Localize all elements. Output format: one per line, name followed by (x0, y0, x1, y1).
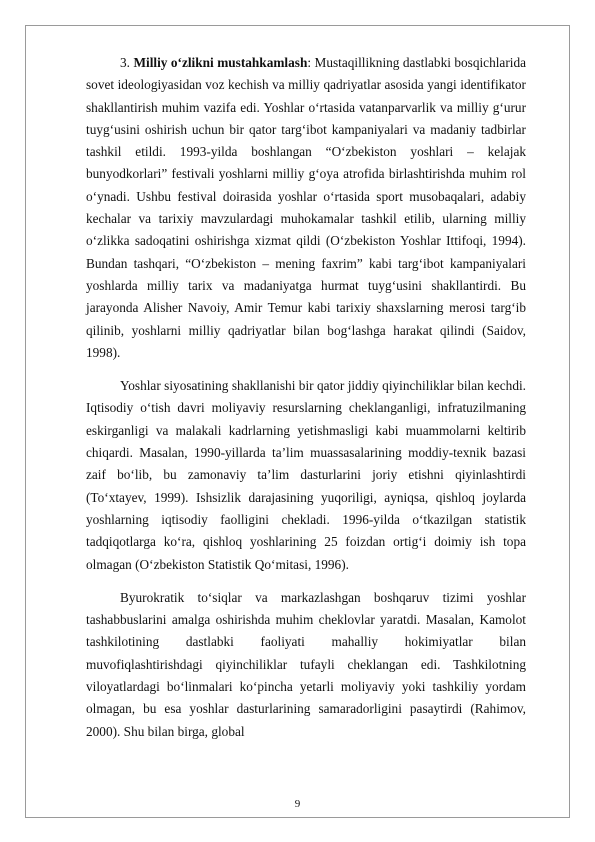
paragraph-milliy-ozlik (86, 52, 526, 364)
paragraph-lead-heading: Milliy o‘zlikni mustahkamlash (133, 55, 308, 70)
document-body (86, 52, 526, 743)
page-number: 9 (294, 798, 301, 810)
paragraph-qiyinchiliklar: Yoshlar siyosatining shakllanishi bir qator jiddiy qiyinchiliklar bilan kechdi. Iqtisodiy o‘tish davri moliyaviy resurslarning cheklanganligi, infratuzilmaning eskirganligi va malakali kadrlarning yetishmasligi kabi muammolarni keltirib chiqardi. Masalan, 1990-yillarda ta’lim muassasalarining moddiy-texnik bazasi zaif bo‘lib, bu zamonaviy ta’lim dasturlarini joriy etishni qiyinlashtirdi (To‘xtayev, 1999). Ishsizlik darajasining yuqoriligi, ayniqsa, qishloq joylarda yoshlarning iqtisodiy faolligini chekladi. 1996-yilda o‘tkazilgan statistik tadqiqotlarga ko‘ra, qishloq yoshlarining 25 foizdan ortig‘i doimiy ish topa olmagan (O‘zbekiston Statistik Qo‘mitasi, 1996). (86, 378, 526, 572)
paragraph-text: : Mustaqillikning dastlabki bosqichlarida sovet ideologiyasidan voz kechish va milliy qadriyatlar asosida yangi identifikator shakllantirish muhim vazifa edi. Yoshlar o‘rtasida vatanparvarlik va milliy g‘urur tuyg‘usini oshirish uchun bir qator targ‘ibot kampaniyalari va madaniy tadbirlar tashkil etildi. 1993-yilda boshlangan “O‘zbekiston yoshlari – kelajak bunyodkorlari” festivali yoshlarni milliy g‘oya atrofida birlashtirishda muhim rol o‘ynadi. Ushbu festival doirasida yoshlar o‘rtasida sport musobaqalari, adabiy kechalar va tarixiy mavzulardagi muhokamalar tashkil etilib, ularning milliy o‘zlikka sadoqatini oshirishga xizmat qildi (O‘zbekiston Yoshlar Ittifoqi, 1994). Bundan tashqari, “O‘zbekiston – mening faxrim” kabi targ‘ibot kampaniyalari yoshlarda milliy tarix va madaniyatga hurmat tuyg‘usini shakllantirdi. Bu jarayonda Alisher Navoiy, Amir Temur kabi tarixiy shaxslarning merosi targ‘ib qilinib, yoshlarni milliy qadriyatlar bilan bog‘lashga harakat qilindi (Saidov, 1998). (86, 55, 526, 360)
paragraph-byurokratik: Byurokratik to‘siqlar va markazlashgan boshqaruv tizimi yoshlar tashabbuslarini amalga oshirishda muhim cheklovlar yaratdi. Masalan, Kamolot tashkilotining dastlabki faoliyati mahalliy hokimiyatlar bilan muvofiqlashtirishdagi qiyinchiliklar tufayli cheklangan edi. Tashkilotning viloyatlardagi bo‘linmalari ko‘pincha yetarli moliyaviy yoki tashkiliy yordam olmagan, bu esa yoshlar dasturlarining samaradorligini pasaytirdi (Rahimov, 2000). Shu bilan birga, global (86, 589, 526, 739)
list-number: 3. (120, 55, 130, 70)
